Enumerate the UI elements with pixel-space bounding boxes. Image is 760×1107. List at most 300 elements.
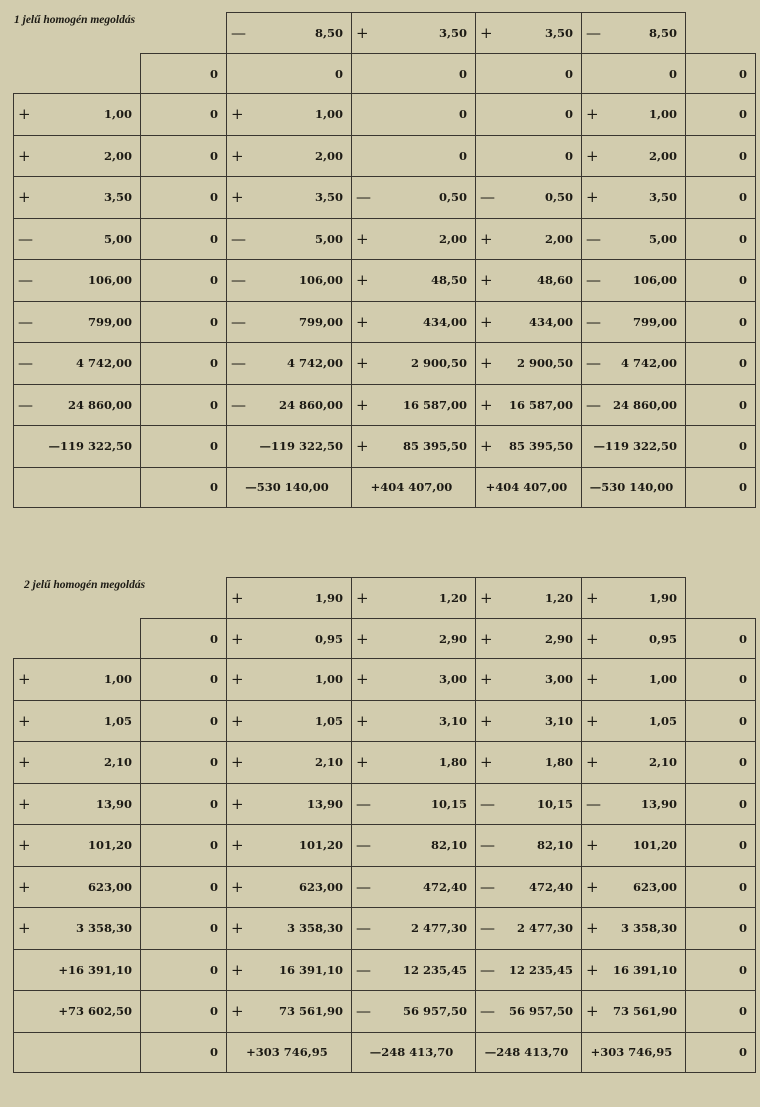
value: 2,90 bbox=[544, 631, 573, 646]
value: 101,20 bbox=[632, 838, 677, 853]
table-cell bbox=[14, 426, 141, 468]
table-row bbox=[14, 343, 756, 385]
sign: + bbox=[18, 919, 31, 938]
table-cell bbox=[227, 177, 352, 219]
sign: + bbox=[480, 711, 493, 730]
table-cell bbox=[14, 218, 141, 260]
value: 3,00 bbox=[544, 672, 573, 687]
sign: + bbox=[586, 188, 599, 207]
table-cell bbox=[227, 94, 352, 136]
sign: + bbox=[18, 105, 31, 124]
table-cell bbox=[227, 783, 352, 825]
value: 0,50 bbox=[544, 190, 573, 205]
value: 16 391,10 bbox=[278, 962, 343, 977]
value: 85 395,50 bbox=[508, 439, 573, 454]
table-cell bbox=[227, 991, 352, 1033]
value: 0 bbox=[738, 713, 747, 728]
value: 48,50 bbox=[430, 273, 467, 288]
table-row bbox=[14, 177, 756, 219]
value: 0 bbox=[458, 66, 467, 81]
value: 0 bbox=[209, 1045, 218, 1059]
value: 0 bbox=[209, 273, 218, 288]
value: 0 bbox=[738, 480, 747, 494]
sign: + bbox=[231, 919, 244, 938]
table-cell bbox=[141, 301, 227, 343]
value: 0 bbox=[738, 962, 747, 977]
value: 5,00 bbox=[648, 231, 677, 246]
sign: — bbox=[480, 188, 495, 207]
sign: + bbox=[480, 753, 493, 772]
value: 0 bbox=[668, 66, 677, 81]
sign: + bbox=[356, 753, 369, 772]
value: 0 bbox=[738, 231, 747, 246]
sign: + bbox=[480, 354, 493, 373]
sign: + bbox=[356, 312, 369, 331]
value: 1,80 bbox=[438, 755, 467, 770]
table-cell bbox=[227, 384, 352, 426]
table-cell bbox=[227, 218, 352, 260]
value: 0 bbox=[738, 190, 747, 205]
sign: — bbox=[586, 271, 601, 290]
value: 16 587,00 bbox=[402, 397, 467, 412]
value: 0 bbox=[209, 879, 218, 894]
sign: — bbox=[231, 229, 246, 248]
value: 2,00 bbox=[544, 231, 573, 246]
table-cell bbox=[686, 426, 756, 468]
value: 0 bbox=[738, 273, 747, 288]
table-cell bbox=[686, 991, 756, 1033]
table-row bbox=[14, 135, 756, 177]
value: 5,00 bbox=[103, 231, 132, 246]
value: —248 413,70 bbox=[484, 1045, 569, 1059]
value: 434,00 bbox=[528, 314, 573, 329]
table-cell bbox=[352, 135, 476, 177]
value: 0 bbox=[209, 439, 218, 454]
value: 12 235,45 bbox=[508, 962, 573, 977]
sign: + bbox=[231, 146, 244, 165]
table-cell bbox=[352, 177, 476, 219]
sign: — bbox=[356, 877, 371, 896]
table-cell bbox=[14, 700, 141, 742]
table-cell bbox=[14, 825, 141, 867]
table-2-caption: 2 jelű homogén megoldás bbox=[24, 579, 146, 591]
value: 472,40 bbox=[422, 879, 467, 894]
header-cell bbox=[227, 578, 352, 619]
value: 16 587,00 bbox=[508, 397, 573, 412]
table-cell bbox=[476, 659, 582, 701]
sign: + bbox=[18, 753, 31, 772]
value: 0 bbox=[209, 148, 218, 163]
table-1 bbox=[13, 12, 756, 508]
value: 2,00 bbox=[314, 148, 343, 163]
table-cell bbox=[141, 135, 227, 177]
table-cell bbox=[352, 991, 476, 1033]
table-cell bbox=[476, 742, 582, 784]
value: 0 bbox=[209, 397, 218, 412]
sign: + bbox=[356, 354, 369, 373]
value: 0 bbox=[738, 1004, 747, 1019]
table-row bbox=[14, 866, 756, 908]
sign: — bbox=[480, 960, 495, 979]
value: 623,00 bbox=[87, 879, 132, 894]
table-row bbox=[14, 700, 756, 742]
table-cell bbox=[141, 991, 227, 1033]
sign: + bbox=[480, 589, 493, 607]
value: +303 746,95 bbox=[590, 1045, 673, 1059]
sign: — bbox=[231, 271, 246, 290]
value: 0 bbox=[209, 107, 218, 122]
table-cell bbox=[476, 343, 582, 385]
header-cell bbox=[476, 54, 582, 94]
table-cell bbox=[582, 783, 686, 825]
value: +404 407,00 bbox=[485, 480, 568, 494]
value: 0 bbox=[209, 713, 218, 728]
sign: — bbox=[356, 794, 371, 813]
sign: + bbox=[18, 711, 31, 730]
sign: — bbox=[586, 395, 601, 414]
header-cell bbox=[352, 13, 476, 54]
sign: + bbox=[231, 711, 244, 730]
table-cell bbox=[141, 742, 227, 784]
total-cell bbox=[476, 467, 582, 507]
value: 0 bbox=[738, 107, 747, 122]
table-cell bbox=[582, 260, 686, 302]
total-cell bbox=[14, 467, 141, 507]
empty-cell bbox=[686, 578, 756, 619]
table-cell bbox=[141, 700, 227, 742]
value: 2,00 bbox=[648, 148, 677, 163]
value: 5,00 bbox=[314, 231, 343, 246]
table-cell bbox=[582, 384, 686, 426]
value: 24 860,00 bbox=[612, 397, 677, 412]
header-cell bbox=[476, 619, 582, 659]
header-cell bbox=[141, 54, 227, 94]
sign: + bbox=[18, 836, 31, 855]
table-cell bbox=[686, 94, 756, 136]
value: 2,10 bbox=[103, 755, 132, 770]
total-row bbox=[14, 1032, 756, 1072]
total-cell bbox=[582, 467, 686, 507]
value: 0 bbox=[738, 755, 747, 770]
value: 0 bbox=[458, 148, 467, 163]
header-cell bbox=[476, 578, 582, 619]
value: 0 bbox=[209, 1004, 218, 1019]
table-cell bbox=[352, 218, 476, 260]
total-cell bbox=[14, 1032, 141, 1072]
value: 1,05 bbox=[103, 713, 132, 728]
value: +404 407,00 bbox=[370, 480, 453, 494]
table-cell bbox=[686, 742, 756, 784]
table-cell bbox=[227, 343, 352, 385]
sign: + bbox=[231, 794, 244, 813]
table-row bbox=[14, 260, 756, 302]
table-row bbox=[14, 218, 756, 260]
table-row bbox=[14, 384, 756, 426]
value: 2,90 bbox=[438, 631, 467, 646]
sign: — bbox=[356, 919, 371, 938]
value: 3,50 bbox=[438, 26, 467, 40]
table-cell bbox=[582, 700, 686, 742]
sign: — bbox=[231, 395, 246, 414]
sign: — bbox=[480, 919, 495, 938]
sign: — bbox=[18, 354, 33, 373]
value: 56 957,50 bbox=[508, 1004, 573, 1019]
value: 1,05 bbox=[648, 713, 677, 728]
value: 2,10 bbox=[314, 755, 343, 770]
header-cell bbox=[686, 54, 756, 94]
table-cell bbox=[141, 343, 227, 385]
value: 0 bbox=[738, 879, 747, 894]
value: 3,50 bbox=[314, 190, 343, 205]
header-cell bbox=[686, 619, 756, 659]
sign: + bbox=[231, 589, 244, 607]
header-cell bbox=[141, 619, 227, 659]
sign: + bbox=[231, 188, 244, 207]
value: 0 bbox=[209, 231, 218, 246]
value: —248 413,70 bbox=[369, 1045, 454, 1059]
table-cell bbox=[582, 343, 686, 385]
sign: + bbox=[231, 629, 244, 648]
sign: — bbox=[231, 312, 246, 331]
header-row bbox=[14, 619, 756, 659]
table-cell bbox=[227, 949, 352, 991]
table-cell bbox=[352, 260, 476, 302]
value: 0 bbox=[564, 148, 573, 163]
sign: — bbox=[18, 395, 33, 414]
table-cell bbox=[141, 659, 227, 701]
sign: — bbox=[480, 794, 495, 813]
value: 3 358,30 bbox=[286, 921, 343, 936]
table-cell bbox=[582, 426, 686, 468]
table-row bbox=[14, 783, 756, 825]
sign: — bbox=[480, 836, 495, 855]
table-cell bbox=[14, 742, 141, 784]
header-cell bbox=[352, 619, 476, 659]
sign: + bbox=[231, 753, 244, 772]
sign: + bbox=[356, 395, 369, 414]
sign: + bbox=[480, 670, 493, 689]
value: 3,00 bbox=[438, 672, 467, 687]
sign: + bbox=[480, 437, 493, 456]
table-cell bbox=[227, 866, 352, 908]
value: 0 bbox=[209, 796, 218, 811]
table-cell bbox=[14, 94, 141, 136]
sign: + bbox=[356, 629, 369, 648]
table-cell bbox=[476, 94, 582, 136]
value: 2 900,50 bbox=[516, 356, 573, 371]
table-cell bbox=[352, 949, 476, 991]
total-cell bbox=[141, 1032, 227, 1072]
sign: + bbox=[586, 146, 599, 165]
table-cell bbox=[352, 343, 476, 385]
table-cell bbox=[227, 135, 352, 177]
value: 0 bbox=[458, 107, 467, 122]
table-cell bbox=[141, 94, 227, 136]
sign: — bbox=[231, 24, 246, 42]
table-cell bbox=[227, 426, 352, 468]
sign: — bbox=[586, 354, 601, 373]
value: 0 bbox=[209, 314, 218, 329]
value: 0 bbox=[209, 66, 218, 81]
sign: + bbox=[586, 589, 599, 607]
value: —119 322,50 bbox=[593, 439, 677, 454]
table-cell bbox=[14, 991, 141, 1033]
sign: + bbox=[356, 711, 369, 730]
value: —530 140,00 bbox=[589, 480, 674, 494]
value: 0 bbox=[738, 397, 747, 412]
sign: + bbox=[231, 670, 244, 689]
total-cell bbox=[352, 467, 476, 507]
value: 0 bbox=[738, 356, 747, 371]
sign: — bbox=[480, 877, 495, 896]
sign: + bbox=[480, 312, 493, 331]
table-cell bbox=[14, 659, 141, 701]
total-cell bbox=[227, 467, 352, 507]
header-cell bbox=[582, 13, 686, 54]
table-cell bbox=[227, 659, 352, 701]
table-cell bbox=[141, 177, 227, 219]
table-cell bbox=[582, 825, 686, 867]
empty-cell bbox=[14, 54, 141, 94]
value: 3 358,30 bbox=[75, 921, 132, 936]
table-row bbox=[14, 94, 756, 136]
sign: + bbox=[356, 670, 369, 689]
table-cell bbox=[14, 384, 141, 426]
sign: + bbox=[356, 589, 369, 607]
value: 0 bbox=[209, 356, 218, 371]
value: 1,00 bbox=[314, 672, 343, 687]
table-cell bbox=[686, 177, 756, 219]
table-row bbox=[14, 426, 756, 468]
table-cell bbox=[686, 218, 756, 260]
value: 1,90 bbox=[648, 591, 677, 605]
table-cell bbox=[227, 825, 352, 867]
sign: + bbox=[586, 919, 599, 938]
value: 0 bbox=[738, 148, 747, 163]
table-cell bbox=[582, 659, 686, 701]
table-row bbox=[14, 908, 756, 950]
value: 434,00 bbox=[422, 314, 467, 329]
value: 0 bbox=[738, 1045, 747, 1059]
sign: + bbox=[586, 1002, 599, 1021]
value: 73 561,90 bbox=[278, 1004, 343, 1019]
value: 10,15 bbox=[536, 796, 573, 811]
total-cell bbox=[686, 1032, 756, 1072]
sign: + bbox=[356, 437, 369, 456]
table-cell bbox=[227, 260, 352, 302]
value: 0 bbox=[209, 672, 218, 687]
value: 13,90 bbox=[640, 796, 677, 811]
sign: + bbox=[480, 629, 493, 648]
table-cell bbox=[686, 700, 756, 742]
value: 623,00 bbox=[632, 879, 677, 894]
value: 1,00 bbox=[648, 672, 677, 687]
value: 799,00 bbox=[298, 314, 343, 329]
table-cell bbox=[476, 301, 582, 343]
value: 799,00 bbox=[632, 314, 677, 329]
value: 1,20 bbox=[438, 591, 467, 605]
value: 8,50 bbox=[314, 26, 343, 40]
value: 1,80 bbox=[544, 755, 573, 770]
value: 0,50 bbox=[438, 190, 467, 205]
value: 0,95 bbox=[314, 631, 343, 646]
value: 82,10 bbox=[536, 838, 573, 853]
value: 101,20 bbox=[87, 838, 132, 853]
value: 0 bbox=[209, 631, 218, 646]
value: 106,00 bbox=[632, 273, 677, 288]
table-cell bbox=[582, 742, 686, 784]
header-cell bbox=[227, 54, 352, 94]
value: 0 bbox=[209, 755, 218, 770]
sign: + bbox=[480, 229, 493, 248]
table-cell bbox=[141, 825, 227, 867]
value: 82,10 bbox=[430, 838, 467, 853]
sign: — bbox=[356, 188, 371, 207]
table-cell bbox=[141, 384, 227, 426]
sign: + bbox=[18, 670, 31, 689]
table-cell bbox=[352, 908, 476, 950]
table-cell bbox=[686, 659, 756, 701]
sign: — bbox=[586, 794, 601, 813]
table-cell bbox=[227, 301, 352, 343]
table-cell bbox=[582, 908, 686, 950]
value: 1,00 bbox=[103, 107, 132, 122]
table-cell bbox=[141, 866, 227, 908]
header-cell bbox=[476, 13, 582, 54]
value: 1,20 bbox=[544, 591, 573, 605]
table-cell bbox=[582, 94, 686, 136]
table-cell bbox=[476, 908, 582, 950]
value: 2,00 bbox=[438, 231, 467, 246]
sign: + bbox=[586, 836, 599, 855]
sign: + bbox=[18, 146, 31, 165]
table-cell bbox=[582, 135, 686, 177]
value: —119 322,50 bbox=[48, 439, 132, 454]
value: 4 742,00 bbox=[620, 356, 677, 371]
sign: + bbox=[231, 105, 244, 124]
table-cell bbox=[352, 384, 476, 426]
value: 472,40 bbox=[528, 879, 573, 894]
sign: — bbox=[586, 24, 601, 42]
value: 4 742,00 bbox=[75, 356, 132, 371]
value: +73 602,50 bbox=[58, 1004, 132, 1019]
table-cell bbox=[476, 177, 582, 219]
table-cell bbox=[582, 991, 686, 1033]
header-cell bbox=[582, 619, 686, 659]
value: 3,50 bbox=[103, 190, 132, 205]
total-cell bbox=[476, 1032, 582, 1072]
table-cell bbox=[476, 218, 582, 260]
table-cell bbox=[14, 260, 141, 302]
table-cell bbox=[14, 949, 141, 991]
value: 1,00 bbox=[314, 107, 343, 122]
value: +16 391,10 bbox=[58, 962, 132, 977]
table-cell bbox=[686, 301, 756, 343]
table-cell bbox=[476, 426, 582, 468]
table-row bbox=[14, 742, 756, 784]
sign: + bbox=[586, 753, 599, 772]
table-cell bbox=[686, 135, 756, 177]
table-cell bbox=[14, 343, 141, 385]
header-cell bbox=[582, 54, 686, 94]
value: 56 957,50 bbox=[402, 1004, 467, 1019]
sign: — bbox=[586, 229, 601, 248]
header-cell bbox=[227, 13, 352, 54]
table-cell bbox=[14, 866, 141, 908]
value: 73 561,90 bbox=[612, 1004, 677, 1019]
value: 13,90 bbox=[95, 796, 132, 811]
sign: + bbox=[231, 1002, 244, 1021]
